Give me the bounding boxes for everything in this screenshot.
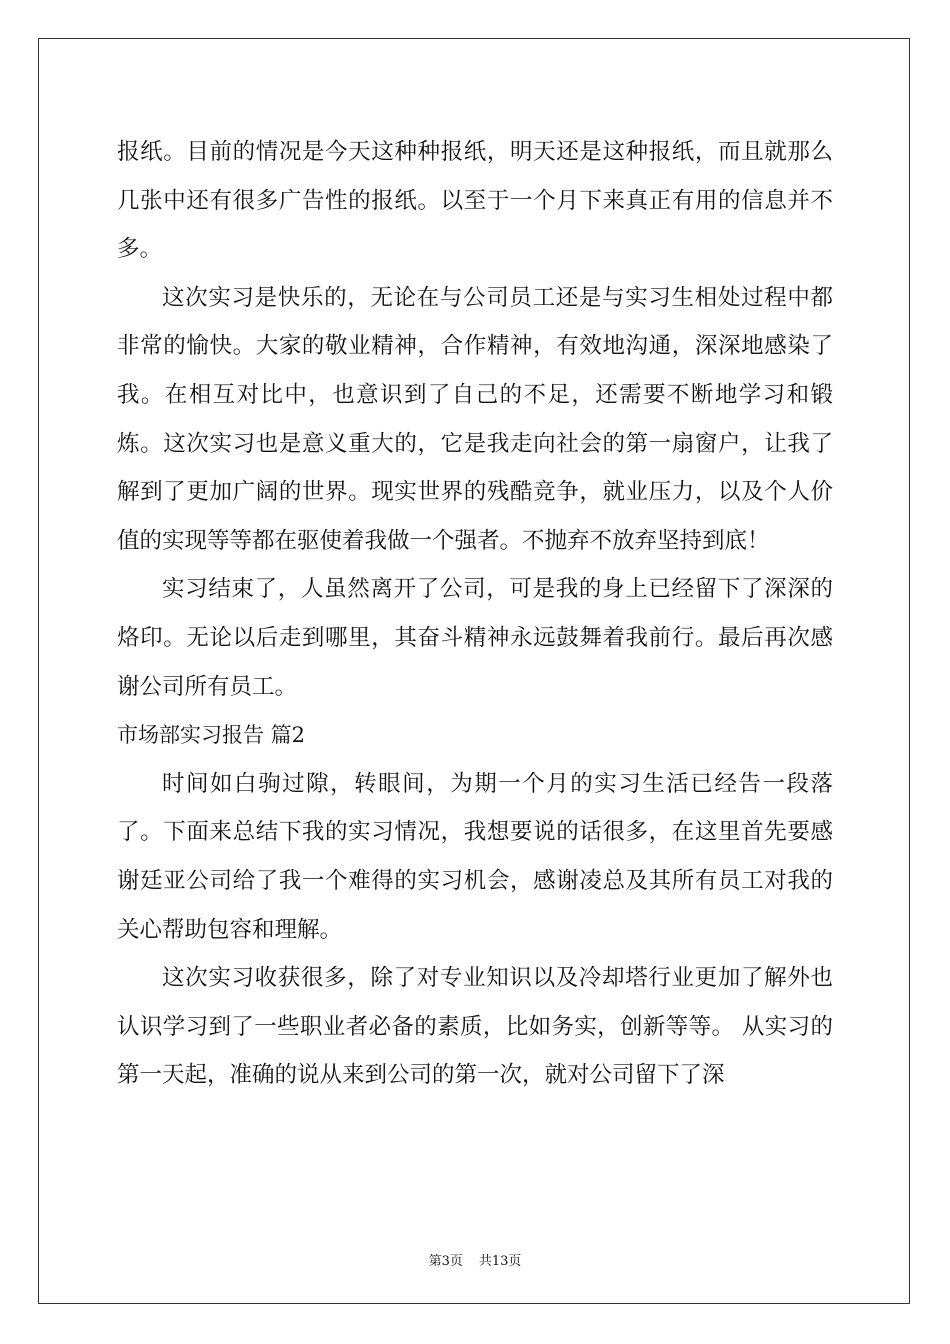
paragraph-1: 报纸。目前的情况是今天这种种报纸，明天还是这种报纸，而且就那么几张中还有很多广告性的报纸。以至于一个月下来真正有用的信息并不多。 [117, 139, 833, 263]
page-footer [0, 1250, 950, 1269]
page-number: 第3页 [428, 1254, 463, 1269]
paragraph-3: 实习结束了，人虽然离开了公司，可是我的身上已经留下了深深的烙印。无论以后走到哪里，其奋斗精神永远鼓舞着我前行。最后再次感谢公司所有员工。 [117, 576, 833, 700]
paragraph-5: 这次实习收获很多，除了对专业知识以及冷却塔行业更加了解外也认识学习到了一些职业者必备的素质，比如务实，创新等等。 从实习的第一天起，准确的说从来到公司的第一次，就对公司留下了深 [117, 965, 833, 1089]
section-heading: 市场部实习报告 篇2 [117, 723, 306, 748]
page-total: 共13页 [478, 1254, 522, 1269]
document-body [117, 128, 833, 1100]
paragraph-2: 这次实习是快乐的，无论在与公司员工还是与实习生相处过程中都非常的愉快。大家的敬业精神，合作精神，有效地沟通，深深地感染了我。在相互对比中，也意识到了自己的不足，还需要不断地学习和锻炼。这次实习也是意义重大的，它是我走向社会的第一扇窗户，让我了解到了更加广阔的世界。现实世界的残酷竞争，就业压力，以及个人价值的实现等等都在驱使着我做一个强者。不抛弃不放弃坚持到底！ [117, 284, 833, 554]
paragraph-4: 时间如白驹过隙，转眼间，为期一个月的实习生活已经告一段落了。下面来总结下我的实习情况，我想要说的话很多，在这里首先要感谢廷亚公司给了我一个难得的实习机会，感谢凌总及其所有员工对我的关心帮助包容和理解。 [117, 770, 833, 943]
